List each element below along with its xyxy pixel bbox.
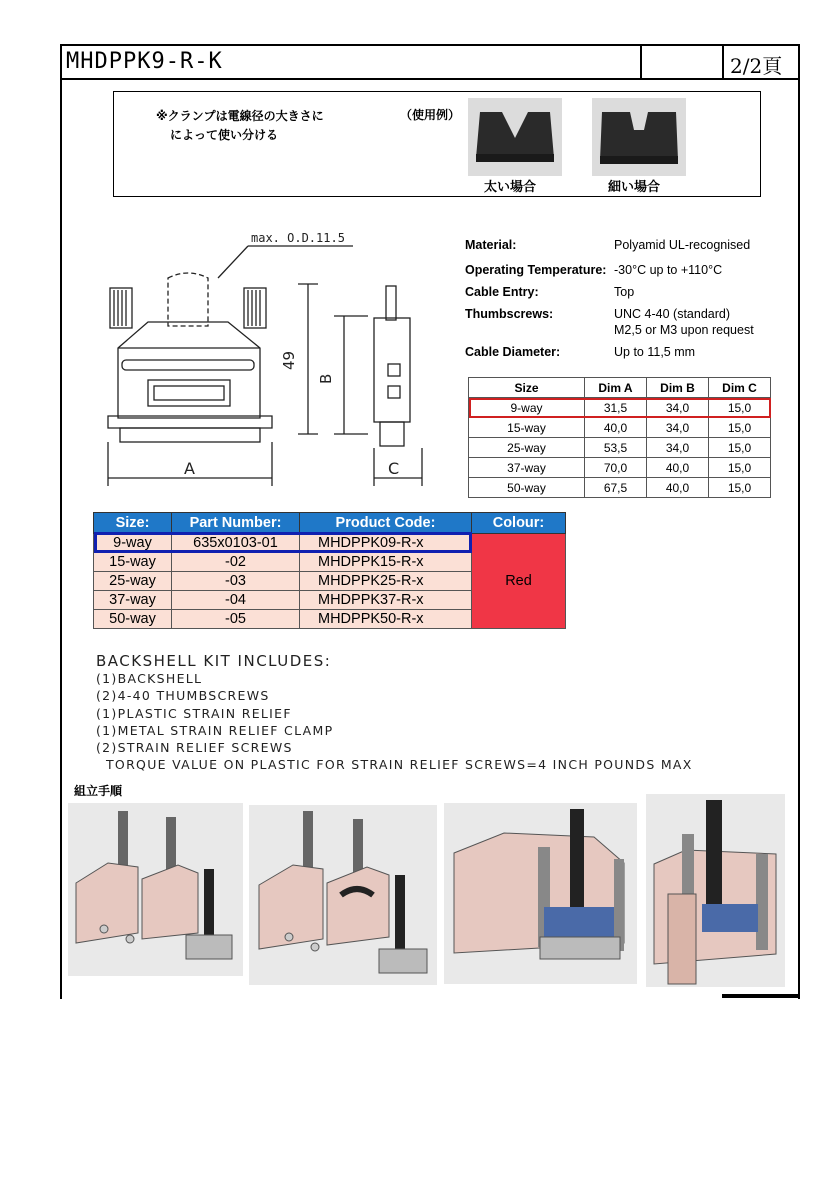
usage-example-label: （使用例） (400, 108, 461, 122)
page-number: 2/2頁 (730, 54, 783, 78)
dim-c-label: C (388, 459, 400, 478)
thick-caption: 太い場合 (484, 180, 537, 195)
selected-row-highlight (94, 532, 472, 553)
table-cell: 34,0 (647, 418, 709, 438)
table-cell: 37-way (94, 591, 172, 610)
dim-a-label: A (184, 459, 195, 478)
table-cell: 70,0 (585, 458, 647, 478)
table-cell: 37-way (469, 458, 585, 478)
dim-col-size: Size (469, 378, 585, 398)
table-cell: -05 (172, 610, 300, 629)
table-cell: MHDPPK50-R-x (300, 610, 472, 629)
spec-thumbscrews-key: Thumbscrews: (465, 307, 554, 321)
table-cell: 40,0 (585, 418, 647, 438)
clamp-usage-box (113, 91, 761, 197)
kit-item: (2)4-40 THUMBSCREWS (96, 688, 270, 703)
colour-cell: Red (472, 534, 566, 629)
spec-cable-diameter-value: Up to 11,5 mm (614, 345, 696, 359)
table-cell: -02 (172, 553, 300, 572)
table-cell: 53,5 (585, 438, 647, 458)
torque-note: TORQUE VALUE ON PLASTIC FOR STRAIN RELIEF SCREWS=4 INCH POUNDS MAX (106, 757, 693, 772)
thick-clamp-photo (468, 98, 562, 176)
table-cell: 34,0 (647, 438, 709, 458)
spec-thumbscrews-value2: M2,5 or M3 upon request (614, 323, 754, 337)
max-od-label: max. O.D.11.5 (251, 231, 345, 245)
table-row (469, 438, 771, 458)
thin-clamp-photo (592, 98, 686, 176)
part-col-part-number: Part Number: (172, 513, 300, 534)
assembly-step-3-image (444, 803, 637, 984)
assembly-step-4-image (646, 794, 785, 987)
table-cell: 15,0 (709, 398, 771, 418)
table-cell: 15,0 (709, 458, 771, 478)
dimension-table (468, 377, 771, 498)
table-cell: 635x0103-01 (172, 534, 300, 553)
table-cell: 34,0 (647, 398, 709, 418)
table-cell: -04 (172, 591, 300, 610)
part-col-product-code: Product Code: (300, 513, 472, 534)
kit-item: (1)METAL STRAIN RELIEF CLAMP (96, 723, 334, 738)
table-cell: 9-way (469, 398, 585, 418)
table-cell: 50-way (469, 478, 585, 498)
table-cell: 15,0 (709, 418, 771, 438)
table-cell: 40,0 (647, 458, 709, 478)
spec-cable-diameter-key: Cable Diameter: (465, 345, 561, 359)
dim-col-b: Dim B (647, 378, 709, 398)
part-number-table (93, 512, 566, 629)
assembly-step-1-image (68, 803, 243, 976)
table-cell: 15,0 (709, 438, 771, 458)
column-divider (722, 46, 724, 78)
assembly-steps-label: 組立手順 (74, 784, 123, 798)
table-cell: -03 (172, 572, 300, 591)
table-row (469, 418, 771, 438)
dim-col-c: Dim C (709, 378, 771, 398)
kit-item: (1)BACKSHELL (96, 671, 203, 686)
spec-temperature-value: -30°C up to +110°C (614, 263, 723, 277)
frame-corner-mark (722, 994, 798, 998)
spec-cable-entry-value: Top (614, 285, 635, 299)
spec-temperature-key: Operating Temperature: (465, 263, 607, 277)
dim-49-label: 49 (280, 350, 298, 370)
document-title: MHDPPK9-R-K (66, 49, 223, 74)
table-row (469, 478, 771, 498)
table-cell: MHDPPK09-R-x (300, 534, 472, 553)
kit-title: BACKSHELL KIT INCLUDES: (96, 652, 332, 670)
kit-item: (1)PLASTIC STRAIN RELIEF (96, 706, 292, 721)
part-col-colour: Colour: (472, 513, 566, 534)
assembly-step-2-image (249, 805, 437, 985)
table-cell: MHDPPK37-R-x (300, 591, 472, 610)
column-divider (640, 46, 642, 78)
table-row (469, 458, 771, 478)
table-row (469, 398, 771, 418)
table-cell: 25-way (469, 438, 585, 458)
table-cell: MHDPPK25-R-x (300, 572, 472, 591)
clamp-note-line1: ※クランプは電線径の大きさに (156, 109, 324, 123)
table-cell: MHDPPK15-R-x (300, 553, 472, 572)
dimension-table-header (469, 378, 771, 398)
spec-cable-entry-key: Cable Entry: (465, 285, 539, 299)
table-cell: 40,0 (647, 478, 709, 498)
dim-b-label: B (317, 373, 335, 384)
table-cell: 15-way (94, 553, 172, 572)
table-cell: 50-way (94, 610, 172, 629)
part-col-size: Size: (94, 513, 172, 534)
spec-thumbscrews-value: UNC 4-40 (standard) (614, 307, 731, 321)
kit-item: (2)STRAIN RELIEF SCREWS (96, 740, 293, 755)
table-cell: 9-way (94, 534, 172, 553)
spec-material-key: Material: (465, 238, 517, 252)
clamp-note-line2: によって使い分ける (170, 128, 279, 142)
table-cell: 15-way (469, 418, 585, 438)
kit-contents (96, 652, 693, 772)
backshell-drawing (98, 228, 443, 490)
table-cell: 31,5 (585, 398, 647, 418)
dim-col-a: Dim A (585, 378, 647, 398)
thin-caption: 細い場合 (608, 180, 661, 195)
title-block (62, 46, 798, 80)
table-cell: 25-way (94, 572, 172, 591)
part-table-header (94, 513, 566, 534)
table-cell: 15,0 (709, 478, 771, 498)
table-cell: 67,5 (585, 478, 647, 498)
spec-material-value: Polyamid UL-recognised (614, 238, 751, 252)
